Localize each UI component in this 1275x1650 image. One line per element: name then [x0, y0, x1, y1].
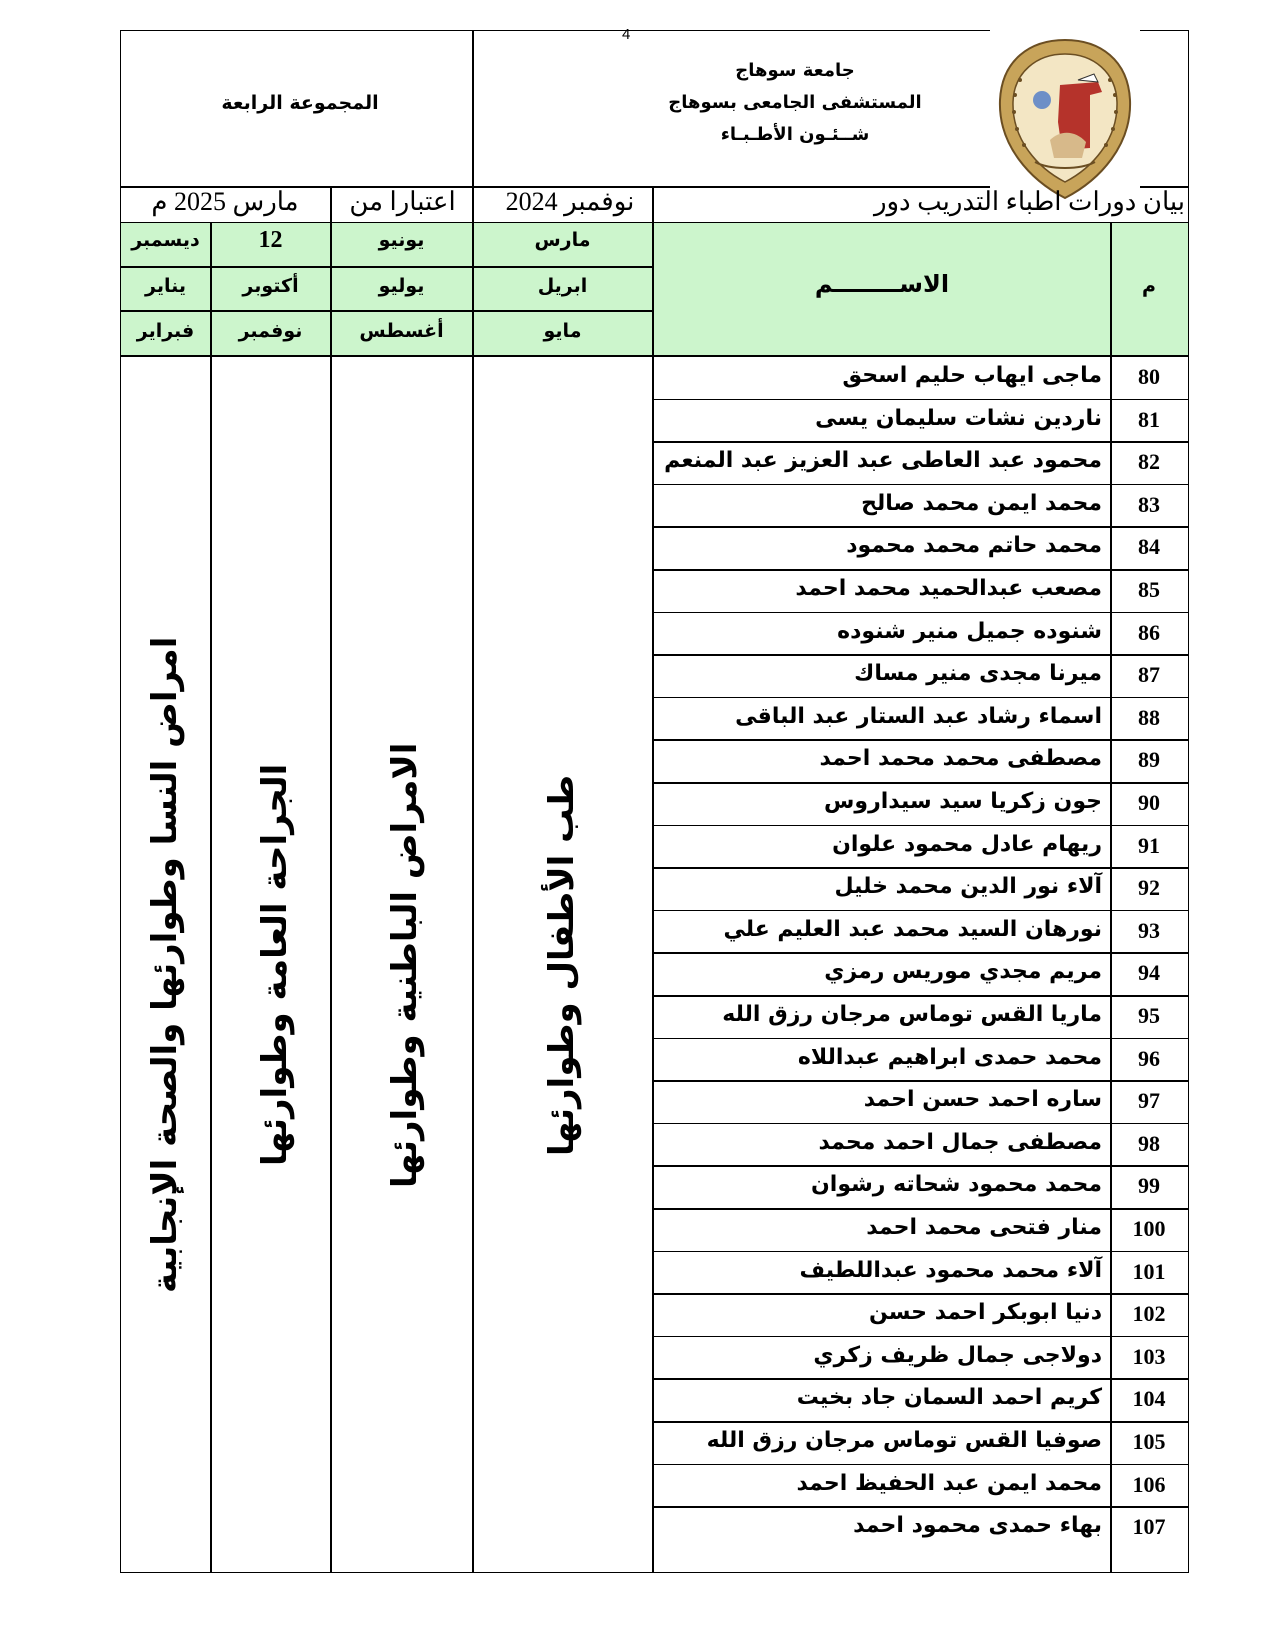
page-number: 4 [622, 26, 631, 43]
row-divider [652, 1421, 1189, 1423]
row-number: 83 [1138, 491, 1160, 517]
row-number: 82 [1138, 449, 1160, 475]
institution-header [600, 55, 990, 151]
row-divider [652, 697, 1189, 699]
row-name: مريم مجدي موريس رمزي [824, 959, 1102, 985]
effective-from-label: اعتبارا من [349, 187, 456, 216]
row-name: ناردين نشات سليمان يسى [815, 405, 1102, 431]
month-cell: نوفمبر [238, 320, 303, 342]
row-number: 98 [1138, 1130, 1160, 1156]
row-number: 107 [1132, 1514, 1166, 1540]
row-name: دنيا ابوبكر احمد حسن [869, 1300, 1102, 1326]
row-divider [652, 1165, 1189, 1167]
row-divider [652, 1336, 1189, 1338]
statement-label: بيان دورات اطباء التدريب دور [873, 187, 1185, 216]
row-number: 89 [1138, 747, 1160, 773]
university-logo-icon [990, 30, 1140, 210]
row-name: بهاء حمدى محمود احمد [853, 1513, 1102, 1539]
row-name: مصعب عبدالحميد محمد احمد [795, 576, 1102, 601]
row-name: ميرنا مجدى منير مساك [854, 661, 1102, 687]
row-name: مصطفى جمال احمد محمد [818, 1129, 1102, 1155]
col-divider-3 [210, 222, 212, 1573]
row-name: محمد حمدى ابراهيم عبداللاه [797, 1044, 1102, 1070]
row-number: 84 [1138, 534, 1160, 560]
round-month: نوفمبر 2024 [505, 187, 635, 216]
row-name: منار فتحى محمد احمد [866, 1215, 1102, 1240]
university-name: جامعة سوهاج [735, 60, 855, 81]
row-number: 92 [1138, 875, 1160, 901]
row-number: 90 [1138, 790, 1160, 815]
rotation-label: الامراض الباطنية وطوارئها [385, 742, 425, 1188]
row-name: محمد ايمن محمد صالح [861, 490, 1102, 516]
month-cell: فبراير [136, 320, 195, 342]
col-divider-2 [330, 186, 332, 1573]
month-cell: أكتوبر [242, 275, 299, 297]
row-divider [652, 526, 1189, 528]
row-divider [652, 1506, 1189, 1508]
row-name: محمد محمود شحاته رشوان [811, 1172, 1102, 1198]
month-cell: ابريل [537, 275, 588, 297]
month-cell: يناير [145, 275, 186, 297]
row-divider [652, 867, 1189, 869]
row-number: 97 [1138, 1088, 1160, 1114]
row-name: ماريا القس توماس مرجان رزق الله [722, 1002, 1102, 1027]
month-cell: مارس [534, 229, 591, 251]
row-number: 106 [1132, 1471, 1166, 1497]
month-cell: أغسطس [359, 320, 444, 342]
row-name: كريم احمد السمان جاد بخيت [796, 1385, 1102, 1411]
row-name: شنوده جميل منير شنوده [837, 618, 1102, 644]
row-divider [652, 910, 1189, 912]
month-cell: 12 [258, 227, 283, 253]
month-cell: مايو [543, 320, 582, 342]
row-name: محمود عبد العاطى عبد العزيز عبد المنعم [664, 448, 1102, 474]
row-divider [652, 995, 1189, 997]
month-cell: يونيو [378, 229, 425, 251]
month-row-divider-1 [120, 266, 654, 268]
row-name: محمد حاتم محمد محمود [846, 533, 1102, 559]
row-divider [652, 1080, 1189, 1082]
row-divider [652, 612, 1189, 614]
row-number: 95 [1138, 1003, 1160, 1028]
row-number: 103 [1132, 1343, 1166, 1369]
start-date: مارس 2025 م [151, 187, 299, 216]
row-divider [652, 825, 1189, 827]
row-number: 80 [1138, 364, 1160, 389]
department-name: شــئـون الأطـبـاء [720, 124, 870, 145]
row-number: 94 [1138, 960, 1160, 986]
row-name: دولاجى جمال ظريف زكري [813, 1342, 1102, 1368]
row-number: 87 [1138, 662, 1160, 688]
row-divider [652, 569, 1189, 571]
rotation-label: طب الأطفال وطوارئها [542, 774, 582, 1156]
row-number: 100 [1132, 1216, 1166, 1241]
row-divider [652, 1293, 1189, 1295]
row-number: 102 [1132, 1301, 1166, 1327]
row-divider [652, 441, 1189, 443]
row-name: آلاء محمد محمود عبداللطيف [799, 1257, 1102, 1283]
row-name: مصطفى محمد محمد احمد [819, 746, 1102, 772]
row-number: 96 [1138, 1045, 1160, 1071]
header-bottom-divider [120, 355, 1189, 357]
row-number: 104 [1132, 1386, 1166, 1412]
rotation-label: امراض النسا وطوارئها والصحة الإنجابية [145, 636, 185, 1294]
row-number: 85 [1138, 577, 1160, 602]
row-divider [652, 1464, 1189, 1466]
row-divider [652, 1038, 1189, 1040]
row-number: 105 [1132, 1429, 1166, 1454]
row-divider [652, 739, 1189, 741]
row-divider [652, 952, 1189, 954]
row-divider [652, 654, 1189, 656]
row-name: آلاء نور الدين محمد خليل [834, 874, 1102, 900]
index-header: م [1142, 275, 1156, 297]
row-name: ساره احمد حسن احمد [863, 1087, 1102, 1113]
name-header: الاســــــــم [814, 270, 950, 298]
hospital-name: المستشفى الجامعى بسوهاج [668, 92, 922, 113]
row-name: اسماء رشاد عبد الستار عبد الباقى [735, 703, 1102, 729]
row-divider [652, 782, 1189, 784]
row-name: صوفيا القس توماس مرجان رزق الله [706, 1428, 1102, 1453]
month-cell: ديسمبر [131, 229, 200, 251]
row-number: 99 [1138, 1173, 1160, 1199]
row-divider [652, 1378, 1189, 1380]
row-number: 86 [1138, 619, 1160, 645]
row-name: ماجى ايهاب حليم اسحق [842, 363, 1102, 388]
row-number: 91 [1138, 832, 1160, 858]
month-cell: يوليو [378, 275, 425, 297]
row-name: نورهان السيد محمد عبد العليم علي [723, 916, 1102, 942]
row-divider [652, 1208, 1189, 1210]
rotation-label: الجراحة العامة وطوارئها [255, 763, 295, 1167]
row-name: جون زكريا سيد سيداروس [824, 789, 1102, 814]
row-name: ريهام عادل محمود علوان [832, 831, 1102, 857]
row-number: 81 [1138, 406, 1160, 432]
row-name: محمد ايمن عبد الحفيظ احمد [796, 1470, 1102, 1496]
row-divider [652, 399, 1189, 401]
row-number: 88 [1138, 704, 1160, 730]
group-title: المجموعة الرابعة [221, 92, 379, 114]
row-number: 93 [1138, 917, 1160, 943]
row-number: 101 [1132, 1258, 1166, 1284]
row-divider [652, 1123, 1189, 1125]
row-divider [652, 1251, 1189, 1253]
row-divider [652, 484, 1189, 486]
month-row-divider-2 [120, 310, 654, 312]
